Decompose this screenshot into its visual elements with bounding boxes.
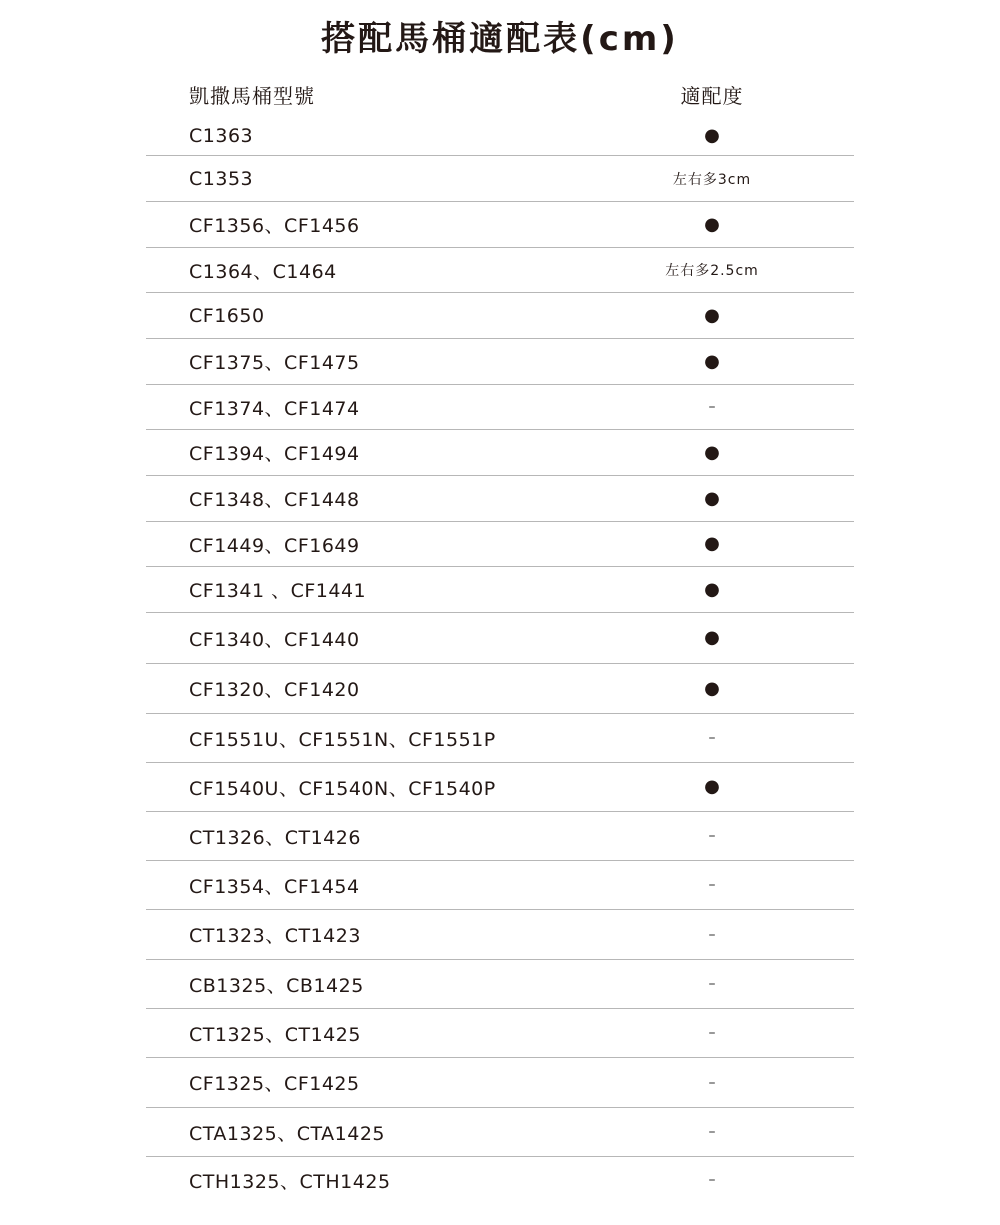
model-cell: CF1354、CF1454: [189, 875, 360, 898]
table-row: [146, 812, 854, 861]
fit-value: ●: [704, 441, 720, 463]
table-row: [146, 910, 854, 960]
model-cell: CF1320、CF1420: [189, 679, 360, 701]
table-row: [146, 567, 854, 613]
table-row: [146, 1108, 854, 1157]
model-cell: C1363: [189, 124, 254, 147]
fit-value: 左右多3cm: [672, 171, 752, 188]
table-row: [146, 293, 854, 339]
model-cell: CT1326、CT1426: [189, 826, 361, 849]
table-row: [146, 248, 854, 293]
fit-value: –: [708, 926, 716, 943]
model-cell: CF1340、CF1440: [189, 628, 360, 651]
header-model: 凱撒馬桶型號: [189, 83, 315, 108]
model-cell: CF1341 、CF1441: [189, 580, 367, 602]
table-row: [146, 763, 854, 812]
model-cell: CF1348、CF1448: [189, 489, 360, 511]
table-row: [146, 202, 854, 248]
fit-value: ●: [704, 578, 720, 600]
page-title: 搭配馬桶適配表(cm): [321, 19, 679, 59]
fit-value: ●: [704, 677, 720, 699]
table-row: [146, 861, 854, 910]
table-body: [146, 116, 854, 1203]
table-row: [146, 522, 854, 567]
fit-value: ●: [704, 213, 720, 235]
table-row: [146, 1009, 854, 1058]
fit-value: ●: [704, 776, 720, 797]
model-cell: CT1325、CT1425: [189, 1023, 361, 1046]
fit-value: –: [708, 877, 716, 893]
model-cell: CF1356、CF1456: [189, 215, 360, 237]
fit-table: [146, 72, 854, 1203]
table-row: [146, 156, 854, 202]
table-row: [146, 476, 854, 522]
fit-value: ●: [704, 304, 720, 326]
fit-value: ●: [704, 350, 720, 372]
model-cell: CF1540U、CF1540N、CF1540P: [189, 777, 496, 800]
fit-value: –: [708, 730, 716, 746]
fit-value: –: [708, 976, 716, 992]
model-cell: CF1374、CF1474: [189, 397, 360, 420]
fit-value: ●: [704, 627, 720, 648]
model-cell: CF1449、CF1649: [189, 534, 360, 557]
fit-value: ●: [704, 124, 720, 146]
fit-value: –: [708, 1025, 716, 1041]
model-cell: CTH1325、CTH1425: [189, 1170, 391, 1193]
model-cell: CB1325、CB1425: [189, 974, 364, 997]
fit-value: ●: [704, 533, 720, 554]
model-cell: CF1551U、CF1551N、CF1551P: [189, 728, 496, 751]
fit-value: 左右多2.5cm: [665, 263, 759, 279]
model-cell: C1353: [189, 167, 254, 190]
table-row: [146, 714, 854, 763]
model-cell: CT1323、CT1423: [189, 925, 361, 947]
table-header: 凱撒馬桶型號 適配度: [146, 72, 854, 116]
table-row: [146, 664, 854, 714]
fit-value: –: [708, 1172, 716, 1188]
table-row: [146, 430, 854, 476]
table-row: [146, 339, 854, 385]
table-row: [146, 1058, 854, 1108]
table-row: [146, 613, 854, 664]
table-row: [146, 116, 854, 156]
model-cell: CF1325、CF1425: [189, 1073, 360, 1095]
model-cell: CF1650: [189, 304, 265, 327]
fit-value: ●: [704, 487, 720, 509]
fit-value: –: [708, 828, 716, 844]
fit-value: –: [708, 1074, 716, 1091]
model-cell: C1364、C1464: [189, 260, 337, 283]
model-cell: CF1394、CF1494: [189, 443, 360, 465]
fit-value: –: [708, 1124, 716, 1140]
table-row: [146, 1157, 854, 1203]
table-row: [146, 960, 854, 1009]
fit-value: –: [708, 399, 716, 415]
model-cell: CF1375、CF1475: [189, 352, 360, 374]
table-row: [146, 385, 854, 430]
model-cell: CTA1325、CTA1425: [189, 1122, 385, 1145]
